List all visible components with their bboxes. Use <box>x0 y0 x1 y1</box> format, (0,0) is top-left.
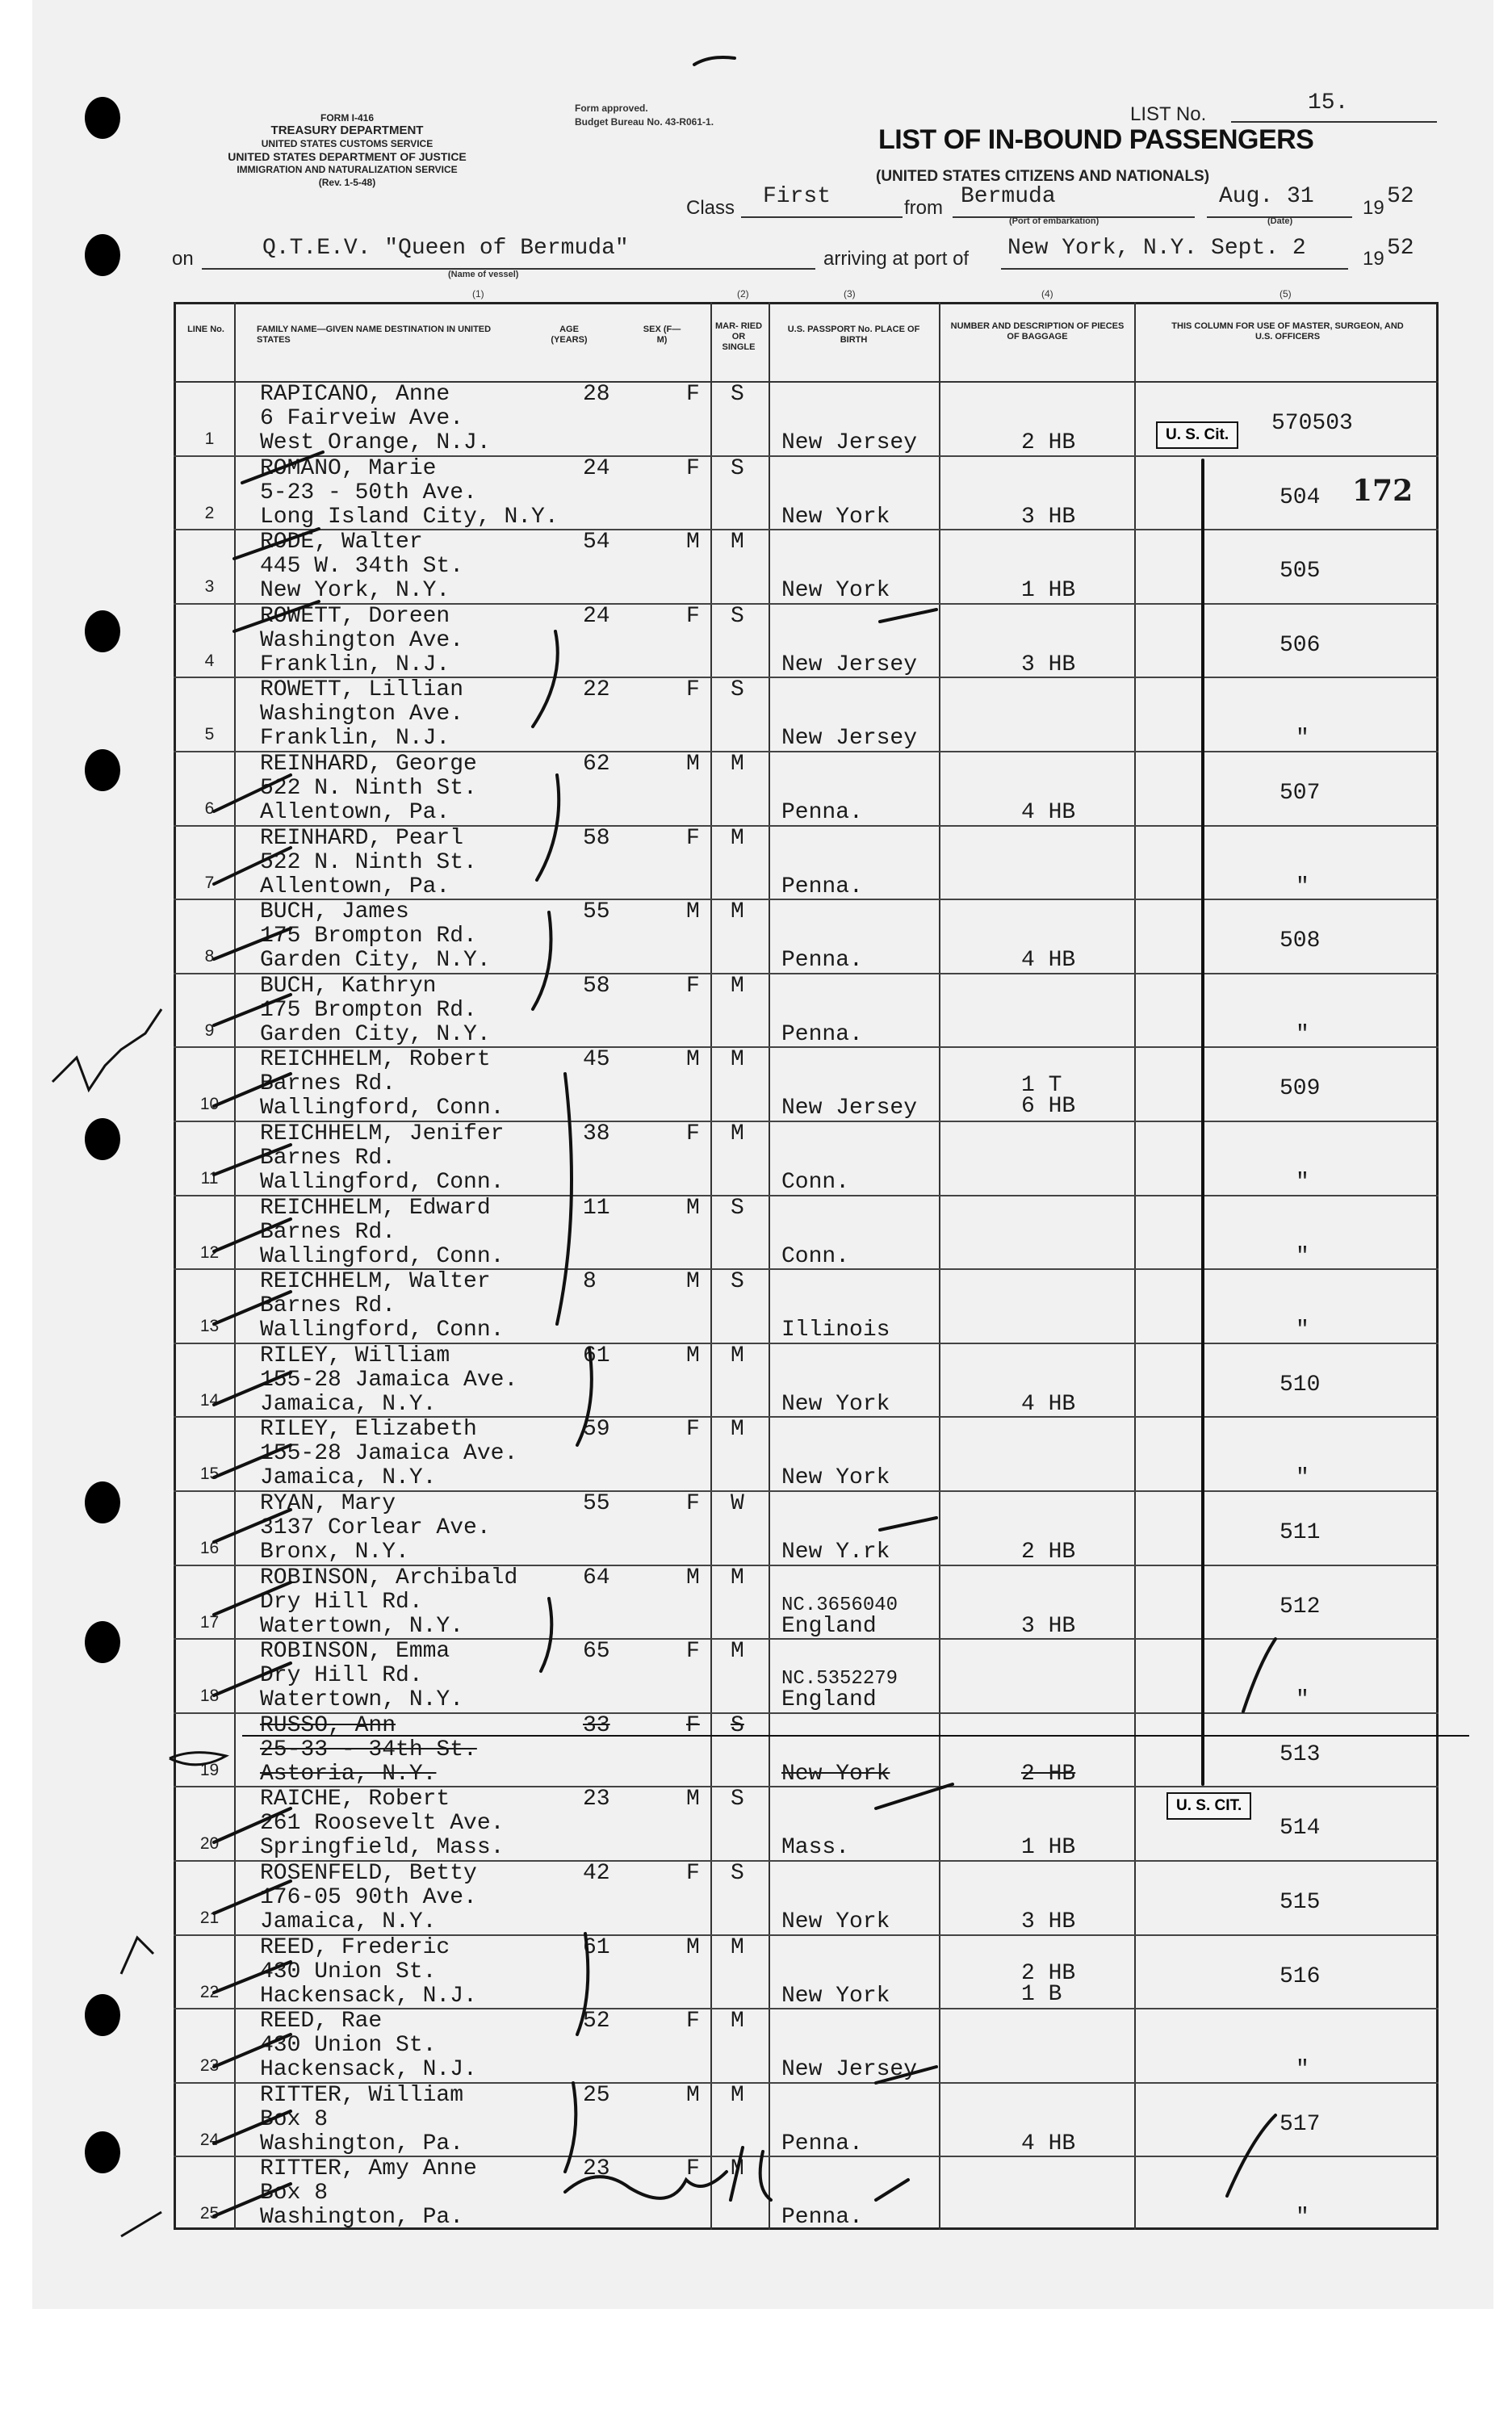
passenger-city: Bronx, N.Y. <box>260 1540 409 1565</box>
passenger-name: REINHARD, George <box>260 752 477 777</box>
marital-status: M <box>731 2009 744 2034</box>
passenger-name: BUCH, James <box>260 899 409 924</box>
officer-entry: 511 <box>1280 1520 1321 1545</box>
place-of-birth: New York <box>781 505 890 530</box>
passenger-city: Washington, Pa. <box>260 2205 464 2230</box>
officer-entry: 510 <box>1280 1372 1321 1397</box>
passenger-age: 54 <box>583 530 610 555</box>
place-of-birth: New Y.rk <box>781 1540 890 1565</box>
passenger-name: ROWETT, Lillian <box>260 677 464 702</box>
officer-entry: 504 <box>1280 485 1321 510</box>
passenger-address: 430 Union St. <box>260 2033 437 2058</box>
line-number: 7 <box>204 874 215 892</box>
passenger-sex: M <box>686 899 700 924</box>
passenger-city: New York, N.Y. <box>260 578 450 603</box>
baggage: 3 HB <box>1021 1909 1076 1934</box>
officer-entry: " <box>1296 1687 1309 1712</box>
officer-entry: " <box>1296 2057 1309 2082</box>
passenger-age: 61 <box>583 1935 610 1960</box>
passport-number: NC.3656040 <box>781 1594 898 1616</box>
passenger-city: Allentown, Pa. <box>260 874 450 899</box>
passenger-city: Jamaica, N.Y. <box>260 1465 437 1490</box>
place-of-birth: England <box>781 1687 877 1712</box>
baggage-line-1: 2 HB <box>1021 1961 1076 1986</box>
passenger-address: 522 N. Ninth St. <box>260 850 477 875</box>
marital-status: M <box>731 1639 744 1664</box>
officer-entry: " <box>1296 726 1309 751</box>
officer-entry: 514 <box>1280 1816 1321 1841</box>
baggage-line-1: 1 T <box>1021 1073 1062 1098</box>
passenger-sex: F <box>686 1713 700 1738</box>
passenger-sex: F <box>686 1491 700 1516</box>
line-number: 5 <box>204 725 215 744</box>
arrival-year: 52 <box>1387 236 1414 261</box>
page-title: LIST OF IN-BOUND PASSENGERS <box>878 124 1314 155</box>
arrival-port: New York, N.Y. Sept. 2 <box>1007 236 1306 261</box>
passenger-address: Box 8 <box>260 2181 329 2206</box>
passenger-sex: F <box>686 826 700 851</box>
treasury-label: TREASURY DEPARTMENT <box>270 124 424 137</box>
passenger-city: Hackensack, N.J. <box>260 1984 477 2009</box>
place-of-birth: Penna. <box>781 874 863 899</box>
marital-status: S <box>731 1196 744 1221</box>
passenger-city: Wallingford, Conn. <box>260 1318 505 1343</box>
passenger-address: Dry Hill Rd. <box>260 1590 423 1615</box>
passenger-age: 23 <box>583 1787 610 1812</box>
passenger-name: ROWETT, Doreen <box>260 604 450 629</box>
passenger-name: RUSSO, Ann <box>260 1713 396 1738</box>
passenger-address: Box 8 <box>260 2107 329 2132</box>
passenger-address: 155-28 Jamaica Ave. <box>260 1441 518 1466</box>
passenger-address: Washington Ave. <box>260 628 464 653</box>
marital-status: M <box>731 826 744 851</box>
ins-label: IMMIGRATION AND NATURALIZATION SERVICE <box>237 164 458 175</box>
passenger-city: West Orange, N.J. <box>260 430 491 455</box>
line-number: 3 <box>204 577 215 596</box>
list-no-label: LIST No. <box>1130 103 1207 125</box>
officer-entry: 512 <box>1280 1594 1321 1620</box>
passenger-name: REICHHELM, Walter <box>260 1269 491 1294</box>
on-label: on <box>172 248 194 270</box>
header-line-no: LINE No. <box>187 325 224 334</box>
line-number: 10 <box>199 1095 220 1113</box>
officer-entry: 508 <box>1280 928 1321 953</box>
passenger-sex: F <box>686 382 700 407</box>
baggage-line-2: 6 HB <box>1021 1094 1076 1119</box>
passenger-city: Jamaica, N.Y. <box>260 1392 437 1417</box>
passenger-sex: M <box>686 2083 700 2108</box>
passenger-city: Wallingford, Conn. <box>260 1170 505 1195</box>
officer-entry: " <box>1296 1244 1309 1269</box>
line-number: 21 <box>199 1909 220 1927</box>
marital-status: M <box>731 1417 744 1442</box>
passenger-age: 59 <box>583 1417 610 1442</box>
passenger-age: 65 <box>583 1639 610 1664</box>
passenger-name: REINHARD, Pearl <box>260 826 464 851</box>
marital-status: M <box>731 1343 744 1368</box>
officer-entry: " <box>1296 2205 1309 2230</box>
passenger-sex: F <box>686 604 700 629</box>
passenger-age: 64 <box>583 1565 610 1590</box>
line-number: 19 <box>199 1761 220 1779</box>
from-label: from <box>904 197 943 219</box>
passenger-sex: M <box>686 1935 700 1960</box>
header-passport: U.S. PASSPORT No. PLACE OF BIRTH <box>787 325 920 345</box>
passenger-sex: M <box>686 1196 700 1221</box>
arrival-year-prefix: 19 <box>1363 248 1384 270</box>
passenger-sex: F <box>686 677 700 702</box>
place-of-birth: New Jersey <box>781 430 918 455</box>
passenger-name: RYAN, Mary <box>260 1491 396 1516</box>
header-baggage: NUMBER AND DESCRIPTION OF PIECES OF BAGGAGE <box>950 321 1125 342</box>
officer-entry: 505 <box>1280 559 1321 584</box>
officer-entry: 516 <box>1280 1964 1321 1989</box>
baggage: 2 HB <box>1021 1762 1076 1787</box>
officer-entry: " <box>1296 1465 1309 1490</box>
place-of-birth: New York <box>781 1465 890 1490</box>
passenger-city: Long Island City, N.Y. <box>260 505 559 530</box>
column-number-2: (2) <box>737 288 749 300</box>
arriving-label: arriving at port of <box>823 248 970 270</box>
officer-entry: 509 <box>1280 1076 1321 1101</box>
passenger-age: 58 <box>583 974 610 999</box>
baggage: 2 HB <box>1021 1540 1076 1565</box>
marital-status: W <box>731 1491 744 1516</box>
passenger-name: RAPICANO, Anne <box>260 382 450 407</box>
passenger-city: Franklin, N.J. <box>260 726 450 751</box>
passenger-city: Jamaica, N.Y. <box>260 1909 437 1934</box>
passenger-name: REED, Frederic <box>260 1935 450 1960</box>
line-number: 9 <box>204 1021 215 1040</box>
passenger-sex: M <box>686 1343 700 1368</box>
place-of-birth: Illinois <box>781 1318 890 1343</box>
justice-label: UNITED STATES DEPARTMENT OF JUSTICE <box>228 150 467 163</box>
place-of-birth: Conn. <box>781 1170 850 1195</box>
passenger-address: 445 W. 34th St. <box>260 554 464 579</box>
passenger-name: RODE, Walter <box>260 530 423 555</box>
baggage: 4 HB <box>1021 800 1076 825</box>
officer-entry: " <box>1296 874 1309 899</box>
class-value: First <box>763 184 831 209</box>
line-number: 20 <box>199 1834 220 1853</box>
passenger-sex: F <box>686 2156 700 2181</box>
passenger-name: RILEY, Elizabeth <box>260 1417 477 1442</box>
passenger-age: 22 <box>583 677 610 702</box>
year-prefix: 19 <box>1363 197 1384 219</box>
citizen-stamp-2: U. S. CIT. <box>1166 1792 1251 1820</box>
line-number: 8 <box>204 947 215 966</box>
marital-status: M <box>731 1935 744 1960</box>
passenger-age: 42 <box>583 1861 610 1886</box>
list-no-value: 15. <box>1308 90 1349 115</box>
passenger-address: 5-23 - 50th Ave. <box>260 480 477 505</box>
passenger-sex: F <box>686 456 700 481</box>
marital-status: M <box>731 1121 744 1146</box>
baggage: 3 HB <box>1021 652 1076 677</box>
passenger-age: 8 <box>583 1269 597 1294</box>
passenger-name: RAICHE, Robert <box>260 1787 450 1812</box>
passenger-address: 261 Roosevelt Ave. <box>260 1811 505 1836</box>
vessel-name: Q.T.E.V. "Queen of Bermuda" <box>262 236 629 261</box>
customs-label: UNITED STATES CUSTOMS SERVICE <box>261 138 433 149</box>
passenger-age: 61 <box>583 1343 610 1368</box>
passenger-name: REICHHELM, Jenifer <box>260 1121 505 1146</box>
marital-status: M <box>731 2083 744 2108</box>
passenger-age: 38 <box>583 1121 610 1146</box>
passenger-address: 155-28 Jamaica Ave. <box>260 1368 518 1393</box>
passenger-city: Springfield, Mass. <box>260 1835 505 1860</box>
passenger-name: ROBINSON, Archibald <box>260 1565 518 1590</box>
passenger-sex: F <box>686 1417 700 1442</box>
passenger-address: Dry Hill Rd. <box>260 1663 423 1688</box>
revision-label: (Rev. 1-5-48) <box>318 177 376 188</box>
passenger-name: REICHHELM, Robert <box>260 1047 491 1072</box>
passport-number: NC.5352279 <box>781 1668 898 1690</box>
approved-label: Form approved. <box>575 103 648 114</box>
marital-status: S <box>731 1787 744 1812</box>
passenger-sex: M <box>686 1269 700 1294</box>
passenger-age: 52 <box>583 2009 610 2034</box>
baggage: 2 HB <box>1021 430 1076 455</box>
passenger-address: Barnes Rd. <box>260 1220 396 1245</box>
passenger-name: REICHHELM, Edward <box>260 1196 491 1221</box>
marital-status: S <box>731 1713 744 1738</box>
baggage: 1 HB <box>1021 1835 1076 1860</box>
line-number: 13 <box>199 1317 220 1335</box>
passenger-age: 62 <box>583 752 610 777</box>
passenger-age: 23 <box>583 2156 610 2181</box>
passenger-address: Barnes Rd. <box>260 1293 396 1318</box>
passenger-address: Barnes Rd. <box>260 1146 396 1171</box>
baggage: 4 HB <box>1021 1392 1076 1417</box>
passenger-name: REED, Rae <box>260 2009 383 2034</box>
passenger-age: 45 <box>583 1047 610 1072</box>
place-of-birth: Conn. <box>781 1244 850 1269</box>
officer-entry: 506 <box>1280 633 1321 658</box>
column-number-3: (3) <box>844 288 856 300</box>
class-label: Class <box>686 197 735 219</box>
marital-status: M <box>731 2156 744 2181</box>
place-of-birth: New Jersey <box>781 1096 918 1121</box>
header-name: FAMILY NAME—GIVEN NAME DESTINATION IN UNITED STATES <box>257 325 492 345</box>
marital-status: M <box>731 1047 744 1072</box>
baggage: 3 HB <box>1021 1614 1076 1639</box>
place-of-birth: Penna. <box>781 2131 863 2156</box>
line-number: 16 <box>199 1539 220 1557</box>
passenger-city: Washington, Pa. <box>260 2131 464 2156</box>
marital-status: M <box>731 530 744 555</box>
passenger-city: Allentown, Pa. <box>260 800 450 825</box>
passenger-address: 430 Union St. <box>260 1959 437 1984</box>
officer-entry: 570503 <box>1271 411 1353 436</box>
column-number-1: (1) <box>472 288 484 300</box>
passenger-sex: F <box>686 2009 700 2034</box>
passenger-name: RITTER, Amy Anne <box>260 2156 477 2181</box>
place-of-birth: England <box>781 1614 877 1639</box>
passenger-age: 33 <box>583 1713 610 1738</box>
place-of-birth: New York <box>781 1392 890 1417</box>
line-number: 6 <box>204 799 215 818</box>
passenger-sex: M <box>686 530 700 555</box>
passenger-name: ROMANO, Marie <box>260 456 437 481</box>
passenger-city: Franklin, N.J. <box>260 652 450 677</box>
line-number: 17 <box>199 1613 220 1632</box>
date-caption: (Date) <box>1267 216 1293 226</box>
passenger-address: 6 Fairveiw Ave. <box>260 406 464 431</box>
passenger-address: 3137 Corlear Ave. <box>260 1515 491 1540</box>
passenger-address: 175 Brompton Rd. <box>260 924 477 949</box>
header-officers: THIS COLUMN FOR USE OF MASTER, SURGEON, AND U.S. OFFICERS <box>1171 321 1404 342</box>
line-number: 2 <box>204 504 215 522</box>
line-number: 11 <box>200 1169 219 1188</box>
passenger-city: Wallingford, Conn. <box>260 1096 505 1121</box>
port-caption: (Port of embarkation) <box>1009 216 1099 226</box>
place-of-birth: New York <box>781 1762 890 1787</box>
place-of-birth: Penna. <box>781 2205 863 2230</box>
header-sex: SEX (F—M) <box>643 325 681 345</box>
passenger-city: Hackensack, N.J. <box>260 2057 477 2082</box>
passenger-sex: F <box>686 1639 700 1664</box>
passenger-city: Watertown, N.Y. <box>260 1687 464 1712</box>
passenger-age: 24 <box>583 456 610 481</box>
passenger-city: Watertown, N.Y. <box>260 1614 464 1639</box>
line-number: 4 <box>204 652 215 670</box>
line-number: 23 <box>199 2056 220 2075</box>
place-of-birth: New Jersey <box>781 726 918 751</box>
passenger-sex: M <box>686 1047 700 1072</box>
passenger-age: 55 <box>583 1491 610 1516</box>
header-age: AGE (YEARS) <box>551 325 588 345</box>
passenger-age: 11 <box>583 1196 610 1221</box>
marital-status: S <box>731 382 744 407</box>
passenger-address: 522 N. Ninth St. <box>260 776 477 801</box>
marital-status: M <box>731 899 744 924</box>
place-of-birth: New York <box>781 578 890 603</box>
passenger-sex: M <box>686 752 700 777</box>
passenger-city: Astoria, N.Y. <box>260 1762 437 1787</box>
line-number: 14 <box>199 1391 220 1410</box>
line-number: 15 <box>199 1465 220 1483</box>
officer-entry: " <box>1296 1318 1309 1343</box>
passenger-name: RITTER, William <box>260 2083 464 2108</box>
line-number: 18 <box>199 1687 220 1705</box>
officer-entry: 515 <box>1280 1890 1321 1915</box>
form-number: FORM I-416 <box>320 112 374 124</box>
marital-status: M <box>731 752 744 777</box>
passenger-age: 25 <box>583 2083 610 2108</box>
marital-status: S <box>731 1861 744 1886</box>
passenger-address: Barnes Rd. <box>260 1071 396 1096</box>
officer-entry: 513 <box>1280 1742 1321 1767</box>
passenger-age: 24 <box>583 604 610 629</box>
passenger-sex: F <box>686 974 700 999</box>
depart-year: 52 <box>1387 184 1414 209</box>
passenger-address: 175 Brompton Rd. <box>260 998 477 1023</box>
passenger-sex: F <box>686 1861 700 1886</box>
place-of-birth: New York <box>781 1909 890 1934</box>
vessel-caption: (Name of vessel) <box>448 270 519 279</box>
passenger-age: 55 <box>583 899 610 924</box>
place-of-birth: New Jersey <box>781 652 918 677</box>
budget-label: Budget Bureau No. 43-R061-1. <box>575 116 714 128</box>
passenger-city: Garden City, N.Y. <box>260 1022 491 1047</box>
page-subtitle: (UNITED STATES CITIZENS AND NATIONALS) <box>876 168 1210 185</box>
line-number: 22 <box>199 1983 220 2001</box>
place-of-birth: New Jersey <box>781 2057 918 2082</box>
passenger-age: 28 <box>583 382 610 407</box>
baggage: 4 HB <box>1021 2131 1076 2156</box>
marital-status: S <box>731 604 744 629</box>
page-number: 172 <box>1352 474 1414 508</box>
column-number-5: (5) <box>1280 288 1292 300</box>
passenger-city: Garden City, N.Y. <box>260 948 491 973</box>
baggage: 1 HB <box>1021 578 1076 603</box>
passenger-name: BUCH, Kathryn <box>260 974 437 999</box>
depart-date: Aug. 31 <box>1219 184 1314 209</box>
citizen-stamp-1: U. S. Cit. <box>1156 421 1238 449</box>
line-number: 25 <box>199 2204 220 2223</box>
passenger-age: 58 <box>583 826 610 851</box>
passenger-sex: F <box>686 1121 700 1146</box>
passenger-sex: M <box>686 1787 700 1812</box>
from-value: Bermuda <box>961 184 1056 209</box>
passenger-name: ROSENFELD, Betty <box>260 1861 477 1886</box>
column-number-4: (4) <box>1041 288 1053 300</box>
passenger-city: Wallingford, Conn. <box>260 1244 505 1269</box>
passenger-name: ROBINSON, Emma <box>260 1639 450 1664</box>
passenger-address: 176-05 90th Ave. <box>260 1885 477 1910</box>
passenger-name: RILEY, William <box>260 1343 450 1368</box>
baggage-line-2: 1 B <box>1021 1982 1062 2007</box>
place-of-birth: Penna. <box>781 948 863 973</box>
place-of-birth: Mass. <box>781 1835 850 1860</box>
officer-entry: " <box>1296 1022 1309 1047</box>
officer-entry: 517 <box>1280 2112 1321 2137</box>
line-number: 12 <box>199 1243 220 1262</box>
place-of-birth: New York <box>781 1984 890 2009</box>
marital-status: M <box>731 1565 744 1590</box>
line-number: 1 <box>204 430 215 448</box>
officer-entry: " <box>1296 1170 1309 1195</box>
baggage: 3 HB <box>1021 505 1076 530</box>
passenger-address: Washington Ave. <box>260 702 464 727</box>
place-of-birth: Penna. <box>781 1022 863 1047</box>
marital-status: S <box>731 1269 744 1294</box>
marital-status: M <box>731 974 744 999</box>
officer-entry: 507 <box>1280 781 1321 806</box>
marital-status: S <box>731 456 744 481</box>
passenger-sex: M <box>686 1565 700 1590</box>
header-married: MAR- RIED OR SINGLE <box>714 321 763 352</box>
baggage: 4 HB <box>1021 948 1076 973</box>
passenger-address: 25-33 - 34th St. <box>260 1737 477 1762</box>
line-number: 24 <box>199 2131 220 2149</box>
marital-status: S <box>731 677 744 702</box>
place-of-birth: Penna. <box>781 800 863 825</box>
